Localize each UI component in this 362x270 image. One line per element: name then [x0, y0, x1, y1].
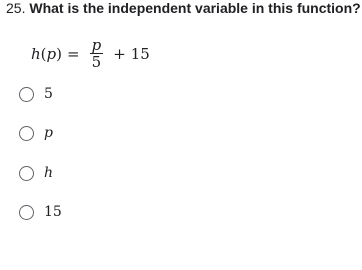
radio-button[interactable] [19, 126, 34, 141]
question-text: What is the independent variable in this function? [29, 0, 361, 16]
function-formula [31, 33, 150, 75]
answer-option-label: h [44, 165, 54, 181]
formula-equals: = [67, 45, 80, 63]
answer-option-label: 15 [44, 204, 62, 220]
radio-button[interactable] [19, 166, 34, 181]
answer-option-2[interactable] [19, 123, 53, 143]
radio-button[interactable] [19, 205, 34, 220]
answer-option-label: 5 [44, 86, 53, 102]
formula-open-paren: ( [40, 45, 47, 63]
question-heading [6, 0, 361, 16]
answer-option-3[interactable] [19, 163, 53, 183]
formula-constant: 15 [130, 45, 150, 63]
fraction-numerator: p [91, 36, 102, 54]
radio-button[interactable] [19, 87, 34, 102]
answer-option-1[interactable] [19, 84, 53, 104]
answer-option-4[interactable] [19, 202, 62, 222]
answer-option-label: p [44, 125, 53, 141]
formula-fraction [90, 37, 104, 71]
formula-close-paren: ) [56, 45, 62, 63]
formula-function-name: h [31, 45, 41, 63]
fraction-denominator: 5 [91, 53, 102, 71]
formula-variable: p [46, 45, 57, 63]
question-number: 25. [6, 0, 26, 16]
formula-plus: + [113, 45, 126, 63]
